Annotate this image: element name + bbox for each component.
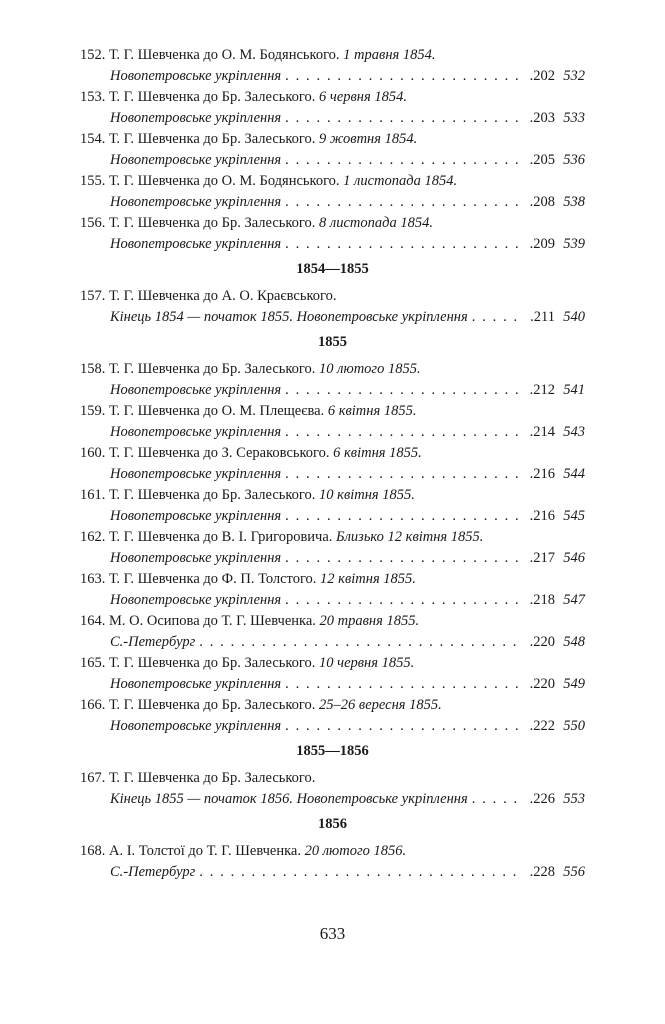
commentary-page-number: 556 [563, 864, 585, 880]
text-page-number: .203 [529, 110, 555, 126]
commentary-page-number: 532 [563, 68, 585, 84]
entry-date: 10 квітня 1855. [319, 487, 415, 503]
entry-date: 20 травня 1855. [319, 613, 420, 629]
entry-place: Новопетровське укріплення [110, 68, 282, 84]
entry-place-line [80, 632, 585, 653]
text-page-number: .214 [529, 424, 555, 440]
text-page-number: .220 [529, 634, 555, 650]
entry-place-line [80, 150, 585, 171]
toc-entry [80, 527, 585, 569]
entry-place: Новопетровське укріплення [110, 466, 282, 482]
entry-title-line [80, 286, 585, 307]
toc-entry [80, 213, 585, 255]
dot-leader [285, 234, 523, 255]
entry-place: Новопетровське укріплення [110, 194, 282, 210]
dot-leader [199, 862, 523, 883]
text-page-number: .216 [529, 466, 555, 482]
entry-heading: 163. Т. Г. Шевченка до Ф. П. Толстого. [80, 571, 317, 587]
entry-place: Новопетровське укріплення [110, 550, 282, 566]
text-page-number: .209 [529, 236, 555, 252]
entry-title-line [80, 443, 585, 464]
entry-title-line [80, 611, 585, 632]
commentary-page-number: 538 [563, 194, 585, 210]
toc-entry [80, 359, 585, 401]
entry-date: 25–26 вересня 1855. [319, 697, 442, 713]
entry-heading: 155. Т. Г. Шевченка до О. М. Бодянського. [80, 173, 340, 189]
entry-place: Кінець 1855 — початок 1856. Новопетровське укріплення [110, 791, 468, 807]
entry-title-line [80, 171, 585, 192]
text-page-number: .228 [529, 864, 555, 880]
entry-date: 6 червня 1854. [319, 89, 407, 105]
commentary-page-number: 548 [563, 634, 585, 650]
text-page-number: .220 [529, 676, 555, 692]
toc-entry [80, 695, 585, 737]
entry-heading: 167. Т. Г. Шевченка до Бр. Залеського. [80, 770, 316, 786]
entry-heading: 160. Т. Г. Шевченка до З. Сераковського. [80, 445, 330, 461]
page-number: 633 [319, 924, 346, 943]
dot-leader [285, 674, 523, 695]
entry-place-line [80, 789, 585, 810]
entry-date: 9 жовтня 1854. [319, 131, 418, 147]
entry-heading: 157. Т. Г. Шевченка до А. О. Краєвського. [80, 288, 337, 304]
toc-entry [80, 171, 585, 213]
entry-title-line [80, 768, 585, 789]
toc-entry [80, 401, 585, 443]
text-page-number: .218 [529, 592, 555, 608]
entry-place-line [80, 716, 585, 737]
commentary-page-number: 546 [563, 550, 585, 566]
toc-entry [80, 841, 585, 883]
dot-leader [285, 422, 523, 443]
entry-place-line [80, 234, 585, 255]
toc-entry [80, 569, 585, 611]
entry-date: 20 лютого 1856. [304, 843, 407, 859]
text-page-number: .211 [530, 309, 555, 325]
entry-place: Новопетровське укріплення [110, 152, 282, 168]
toc-entry [80, 485, 585, 527]
entry-place: С.-Петербург [110, 864, 196, 880]
commentary-page-number: 550 [563, 718, 585, 734]
dot-leader [285, 716, 523, 737]
entry-heading: 166. Т. Г. Шевченка до Бр. Залеського. [80, 697, 316, 713]
year-heading: 1856 [318, 816, 347, 832]
entry-heading: 165. Т. Г. Шевченка до Бр. Залеського. [80, 655, 316, 671]
commentary-page-number: 547 [563, 592, 585, 608]
entry-heading: 158. Т. Г. Шевченка до Бр. Залеського. [80, 361, 316, 377]
entry-place-line [80, 590, 585, 611]
text-page-number: .208 [529, 194, 555, 210]
toc-entry [80, 611, 585, 653]
entry-place: Новопетровське укріплення [110, 236, 282, 252]
toc-entry [80, 443, 585, 485]
entry-heading: 153. Т. Г. Шевченка до Бр. Залеського. [80, 89, 316, 105]
entry-title-line [80, 485, 585, 506]
entry-place-line [80, 674, 585, 695]
entry-heading: 152. Т. Г. Шевченка до О. М. Бодянського. [80, 47, 340, 63]
dot-leader [285, 590, 523, 611]
entry-title-line [80, 695, 585, 716]
entry-place-line [80, 307, 585, 328]
entry-date: 10 лютого 1855. [319, 361, 421, 377]
dot-leader [285, 108, 523, 129]
entry-title-line [80, 841, 585, 862]
commentary-page-number: 539 [563, 236, 585, 252]
entry-title-line [80, 87, 585, 108]
entry-place-line [80, 464, 585, 485]
entry-date: 12 квітня 1855. [320, 571, 416, 587]
entry-heading: 156. Т. Г. Шевченка до Бр. Залеського. [80, 215, 316, 231]
entry-heading: 161. Т. Г. Шевченка до Бр. Залеського. [80, 487, 316, 503]
entry-place-line [80, 506, 585, 527]
entry-place-line [80, 66, 585, 87]
text-page-number: .205 [529, 152, 555, 168]
text-page-number: .216 [529, 508, 555, 524]
text-page-number: .226 [529, 791, 555, 807]
entry-place: Новопетровське укріплення [110, 718, 282, 734]
commentary-page-number: 553 [563, 791, 585, 807]
dot-leader [285, 66, 523, 87]
commentary-page-number: 543 [563, 424, 585, 440]
entry-date: 6 квітня 1855. [333, 445, 422, 461]
entry-date: 10 червня 1855. [319, 655, 415, 671]
entry-place: Новопетровське укріплення [110, 424, 282, 440]
entry-heading: 168. А. І. Толстої до Т. Г. Шевченка. [80, 843, 301, 859]
entry-date: 1 листопада 1854. [343, 173, 458, 189]
dot-leader [472, 789, 523, 810]
entry-place: Кінець 1854 — початок 1855. Новопетровське укріплення [110, 309, 468, 325]
entry-heading: 159. Т. Г. Шевченка до О. М. Плещеєва. [80, 403, 325, 419]
entry-title-line [80, 653, 585, 674]
dot-leader [285, 150, 523, 171]
entry-place: Новопетровське укріплення [110, 592, 282, 608]
year-heading: 1855—1856 [296, 743, 369, 759]
year-heading: 1854—1855 [296, 261, 369, 277]
entry-date: 8 листопада 1854. [319, 215, 433, 231]
toc-entry [80, 45, 585, 87]
entry-place-line [80, 192, 585, 213]
entry-title-line [80, 45, 585, 66]
commentary-page-number: 533 [563, 110, 585, 126]
dot-leader [285, 548, 523, 569]
entry-place-line [80, 380, 585, 401]
entry-place: Новопетровське укріплення [110, 676, 282, 692]
entry-place: Новопетровське укріплення [110, 382, 282, 398]
text-page-number: .217 [529, 550, 555, 566]
toc-entry [80, 768, 585, 810]
dot-leader [285, 464, 523, 485]
commentary-page-number: 536 [563, 152, 585, 168]
entry-title-line [80, 401, 585, 422]
commentary-page-number: 540 [563, 309, 585, 325]
entry-date: 6 квітня 1855. [327, 403, 417, 419]
entry-place: С.-Петербург [110, 634, 196, 650]
entry-title-line [80, 527, 585, 548]
toc-entry [80, 129, 585, 171]
commentary-page-number: 541 [563, 382, 585, 398]
toc-entry [80, 286, 585, 328]
entry-heading: 162. Т. Г. Шевченка до В. І. Григоровича. [80, 529, 333, 545]
entry-title-line [80, 359, 585, 380]
entry-heading: 154. Т. Г. Шевченка до Бр. Залеського. [80, 131, 316, 147]
entry-place: Новопетровське укріплення [110, 110, 282, 126]
entry-place-line [80, 548, 585, 569]
entry-heading: 164. М. О. Осипова до Т. Г. Шевченка. [80, 613, 316, 629]
text-page-number: .202 [529, 68, 555, 84]
dot-leader [285, 506, 523, 527]
toc-entry [80, 653, 585, 695]
entry-title-line [80, 129, 585, 150]
entry-date: Близько 12 квітня 1855. [336, 529, 484, 545]
entry-place-line [80, 422, 585, 443]
dot-leader [285, 192, 523, 213]
toc-entry [80, 87, 585, 129]
commentary-page-number: 545 [563, 508, 585, 524]
dot-leader [472, 307, 523, 328]
entry-place-line [80, 862, 585, 883]
entry-date: 1 травня 1854. [343, 47, 436, 63]
entry-title-line [80, 569, 585, 590]
commentary-page-number: 544 [563, 466, 585, 482]
text-page-number: .212 [529, 382, 555, 398]
entry-place-line [80, 108, 585, 129]
year-heading: 1855 [318, 334, 347, 350]
entry-place: Новопетровське укріплення [110, 508, 282, 524]
entry-title-line [80, 213, 585, 234]
commentary-page-number: 549 [563, 676, 585, 692]
table-of-contents [80, 45, 585, 883]
dot-leader [199, 632, 523, 653]
text-page-number: .222 [529, 718, 555, 734]
dot-leader [285, 380, 523, 401]
